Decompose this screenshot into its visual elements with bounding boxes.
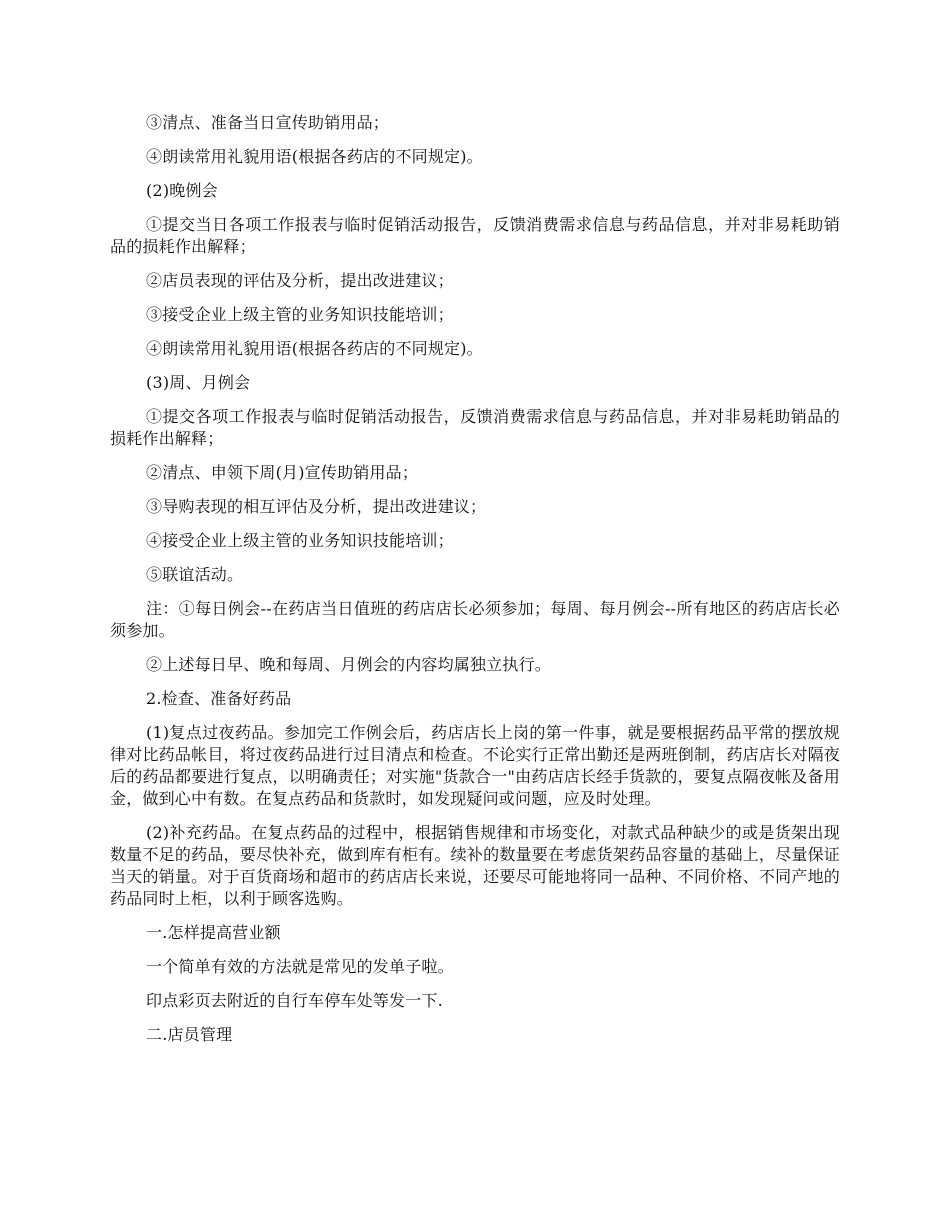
- paragraph-11: ③导购表现的相互评估及分析，提出改进建议；: [146, 497, 487, 516]
- note-paragraph: 注：①每日例会--在药店当日值班的药店店长必须参加；每周、每月例会--所有地区的药店店长必须参加。: [110, 599, 840, 640]
- section-heading-increase-sales: 一.怎样提高营业额: [146, 923, 281, 942]
- paragraph-10: ②清点、申领下周(月)宣传助销用品；: [146, 463, 419, 482]
- paragraph-4: ①提交当日各项工作报表与临时促销活动报告，反馈消费需求信息与药品信息，并对非易耗助销品的损耗作出解释；: [110, 215, 840, 256]
- paragraph-15: ②上述每日早、晚和每周、月例会的内容均属独立执行。: [146, 655, 552, 674]
- document-page: [110, 112, 840, 1058]
- paragraph-21: 印点彩页去附近的自行车停车处等发一下.: [146, 991, 443, 1010]
- paragraph-replenish-medicines: (2)补充药品。在复点药品的过程中，根据销售规律和市场变化，对款式品种缺少的或是货架出现数量不足的药品，要尽快补充，做到库有柜有。续补的数量要在考虑货架药品容量的基础上，尽量保证当天的销量。对于百货商场和超市的药店店长来说，还要尽可能地将同一品种、不同价格、不同产地的药品同时上柜，以利于顾客选购。: [110, 823, 840, 908]
- paragraph-9: ①提交各项工作报表与临时促销活动报告，反馈消费需求信息与药品信息，并对非易耗助销品的损耗作出解释；: [110, 407, 840, 448]
- section-heading-weekly-monthly-meeting: (3)周、月例会: [146, 373, 251, 392]
- paragraph-recount-medicines: (1)复点过夜药品。参加完工作例会后，药店店长上岗的第一件事，就是要根据药品平常的摆放规律对比药品帐目，将过夜药品进行过目清点和检查。不论实行正常出勤还是两班倒制，药店店长对隔夜后的药品都要进行复点，以明确责任；对实施"货款合一"由药店店长经手货款的，要复点隔夜帐及备用金，做到心中有数。在复点药品和货款时，如发现疑问或问题，应及时处理。: [110, 723, 840, 808]
- paragraph-1: ③清点、准备当日宣传助销用品；: [146, 113, 390, 132]
- section-heading-evening-meeting: (2)晚例会: [146, 181, 218, 200]
- section-heading-check-medicines: 2.检查、准备好药品: [146, 689, 292, 708]
- paragraph-13: ⑤联谊活动。: [146, 565, 244, 584]
- paragraph-2: ④朗读常用礼貌用语(根据各药店的不同规定)。: [146, 147, 483, 166]
- section-heading-staff-management: 二.店员管理: [146, 1025, 233, 1044]
- paragraph-20: 一个简单有效的方法就是常见的发单子啦。: [146, 957, 454, 976]
- paragraph-7: ④朗读常用礼貌用语(根据各药店的不同规定)。: [146, 339, 483, 358]
- paragraph-5: ②店员表现的评估及分析，提出改进建议；: [146, 271, 454, 290]
- paragraph-12: ④接受企业上级主管的业务知识技能培训；: [146, 531, 454, 550]
- paragraph-6: ③接受企业上级主管的业务知识技能培训；: [146, 305, 454, 324]
